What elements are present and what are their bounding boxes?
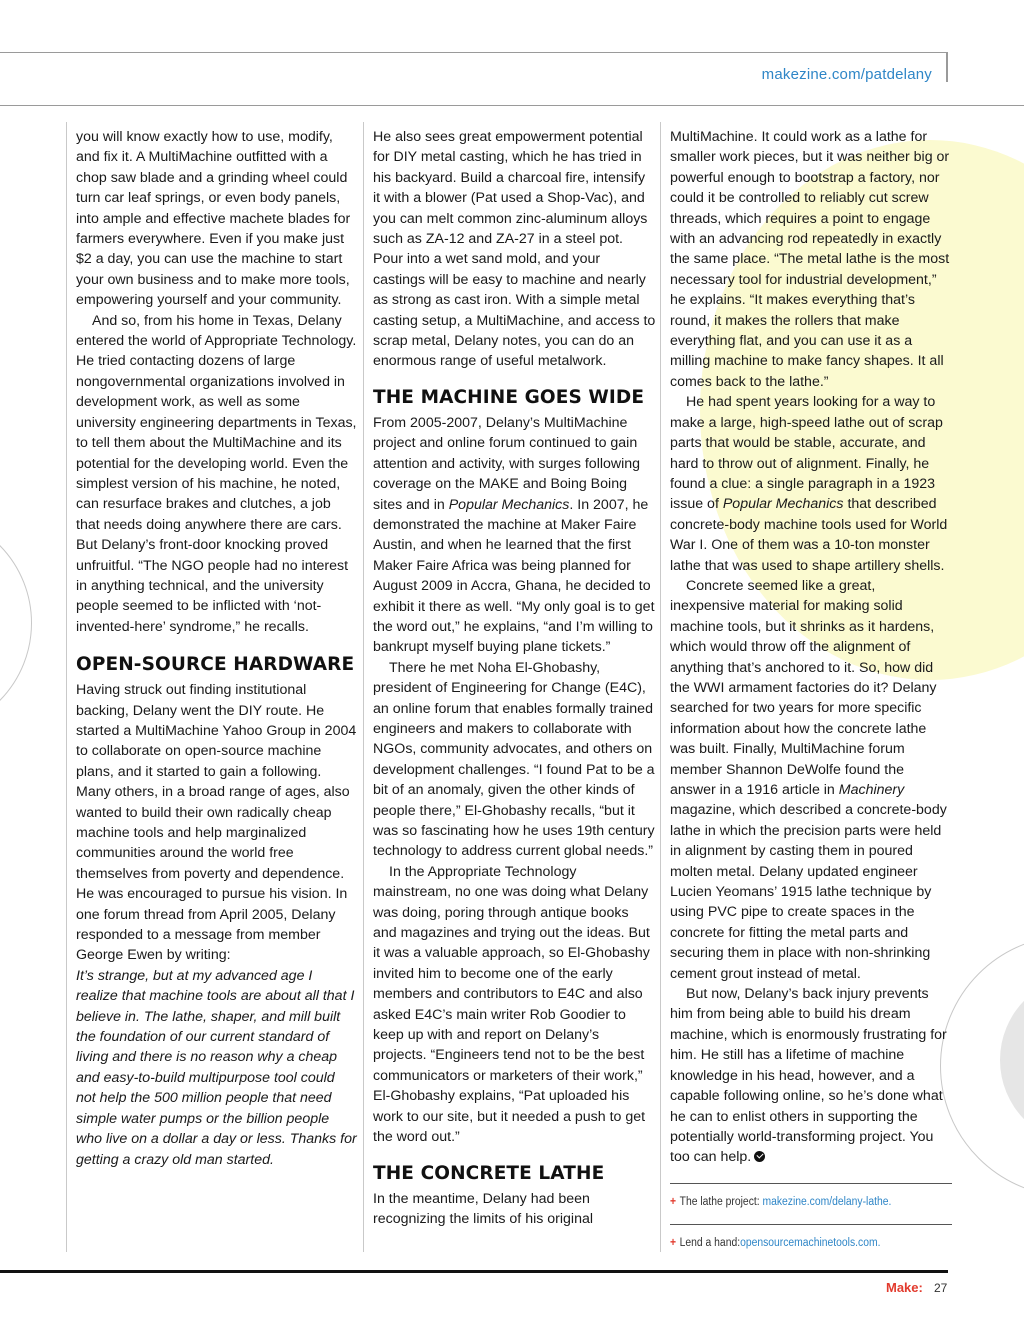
column-divider <box>363 122 364 1252</box>
paragraph: In the Appropriate Technology mainstream, no one was doing what Delany was doing, poring through antique books and magazines and trying out the ideas. But it was a valuable approach, so El-Ghobashy invited him to become one of the early members and contributors to E4C and also asked E4C’s main writer Rob Goodier to keep up with and report on Delany’s projects. “Engineers tend not to be the best communicators or marketers of their work,” El-Ghobashy explains, “Pat uploaded his work to our site, but it needed a push to get the word out.” <box>373 863 650 1146</box>
header-rule-top <box>0 52 948 53</box>
opensource-machinetools-link[interactable]: opensourcemachinetools.com. <box>740 1237 881 1250</box>
paragraph <box>373 413 656 658</box>
lathe-project-link[interactable]: makezine.com/delany-lathe. <box>762 1195 892 1208</box>
text-run: But now, Delany’s back injury prevents him from being able to build his dream machine, which is enormously frustrating for him. He still has a lifetime of machine knowledge in his head, however, and a capable following online, so he’s done what he can to enlist others in supporting the potentially world-transforming project. You too can help. <box>670 986 947 1166</box>
article-column-1 <box>76 127 358 1170</box>
ring-decoration-left <box>0 512 32 734</box>
paragraph: MultiMachine. It could work as a lathe for smaller work pieces, but it was neither big or powerful enough to bootstrap a factory, nor could it be controlled to reliably cut screw threads, which requires a point to engage with an advancing rod repeatedly in exactly the same place. “The metal lathe is the most necessary tool for industrial development,” he explains. “It makes everything that’s round, it makes the rollers that make everything flat, and you can use it as a milling machine to make fancy shapes. It all comes back to the lathe.” <box>670 129 950 390</box>
ring-decoration-right <box>940 935 1024 1197</box>
paragraph: There he met Noha El-Ghobashy, president of Engineering for Change (E4C), an online forum that enables formally trained engineers and makers to collaborate with NGOs, community advocates, and others on development challenges. “I found Pat to be a bit of an anomaly, given the other kinds of people there,” El-Ghobashy recalls, “but it was so fascinating how he uses 19th century technology to address current global needs.” <box>373 659 655 860</box>
lend-a-hand-link-row <box>670 1233 924 1253</box>
paragraph: In the meantime, Delany had been recognizing the limits of his original <box>373 1190 594 1227</box>
paragraph <box>670 392 952 576</box>
section-heading-open-source: OPEN-SOURCE HARDWARE <box>76 654 355 676</box>
article-column-3 <box>670 127 952 1266</box>
text-run: He had spent years looking for a way to make a large, high-speed lathe out of scrap parts that would be stable, accurate, and hard to throw out of alignment. Finally, he found a clue: a single paragraph in a 1923 issue of <box>670 394 943 513</box>
header-url-link[interactable]: makezine.com/patdelany <box>761 66 932 83</box>
publication-title: Machinery <box>838 782 905 798</box>
column-divider <box>66 122 67 1252</box>
paragraph: Having struck out finding institutional backing, Delany went the DIY route. He started a MultiMachine Yahoo Group in 2004 to collaborate on open-source machine plans, and it started to gain a following. Many others, in a broad range of ages, also wanted to build their own radically cheap machine tools and help marginalized communities around the world free themselves from poverty and dependence. He was encouraged to pursue his vision. In one forum thread from April 2005, Delany responded to a message from member George Ewen by writing: <box>76 682 357 964</box>
link-label: The lathe project: <box>679 1195 763 1208</box>
header-rule-tick <box>946 52 948 82</box>
article-column-2 <box>373 127 656 1229</box>
link-rule <box>670 1183 952 1184</box>
paragraph: you will know exactly how to use, modify, and fix it. A MultiMachine outfitted with a chop saw blade and a grinding wheel could turn car leaf springs, or even body panels, into ample and effective machete blades for farmers everywhere. Even if you make just $2 a day, you can use the machine to start your own business and to make more tools, empowering yourself and your community. <box>76 129 351 309</box>
section-heading-machine-goes-wide: THE MACHINE GOES WIDE <box>373 386 645 408</box>
paragraph <box>670 576 952 984</box>
text-run: Concrete seemed like a great, inexpensive material for making solid machine tools, but it shrinks as it hardens, which would throw off the alignment of anything that’s anchored to it. So, how did the WWI armament factories do it? Delany searched for two years for more specific information about how the concrete lathe was built. Finally, MultiMachine forum member Shannon DeWolfe found the answer in a 1916 article in <box>670 577 937 798</box>
text-run: . In 2007, he demonstrated the machine at Maker Faire Austin, and when he learned that the first Maker Faire Africa was being planned for August 2009 in Accra, Ghana, he decided to exhibit it there as well. “My only goal is to get the word out,” he explains, “and I’m willing to bankrupt myself buying plane tickets.” <box>373 496 655 656</box>
pull-quote: It’s strange, but at my advanced age I realize that machine tools are about all that I believe in. The lathe, shaper, and mill built the foundation of our current standard of living and there is no reason why a cheap and easy-to-build multipurpose tool could not help the 500 million people that need simple water pumps or the billion people who live on a dollar a day or less. Thanks for getting a crazy old man started. <box>76 967 357 1168</box>
text-run: that described concrete-body machine tools used for World War I. One of them was a 10-ton monster lathe that was used to shape artillery shells. <box>670 496 948 574</box>
footer-rule <box>0 1270 948 1273</box>
column-divider <box>660 122 661 1252</box>
link-rule <box>670 1224 952 1225</box>
publication-title: Popular Mechanics <box>722 496 844 513</box>
plus-icon: + <box>670 1237 677 1250</box>
end-mark-icon <box>754 1151 765 1162</box>
text-run: magazine, which described a concrete-body lathe in which the precision parts were held in alignment by casting them in poured molten metal. Delany updated engineer Lucien Yeomans’ 1915 lathe technique by using PVC pipe to create spaces in the concrete for fitting the metal parts and securing them in place with non-shrinking cement grout instead of metal. <box>670 802 947 982</box>
make-logo: Make: <box>886 1280 923 1295</box>
paragraph <box>670 984 952 1168</box>
section-heading-concrete-lathe: THE CONCRETE LATHE <box>373 1162 605 1184</box>
header-rule-bottom <box>0 105 1024 106</box>
paragraph: And so, from his home in Texas, Delany entered the world of Appropriate Technology. He tried contacting dozens of large nongovernmental organizations involved in development work, as well as some university engineering departments in Texas, to tell them about the MultiMachine and its potential for the developing world. Even the simplest version of his machine, he noted, can resurface brakes and clutches, a job that needs doing anywhere there are cars. But Delany’s front-door knocking proved unfruitful. “The NGO people had no interest in anything technical, and the university people seemed to be inflicted with ‘not-invented-here’ syndrome,” he recalls. <box>76 312 357 635</box>
lathe-project-link-row <box>670 1192 924 1212</box>
plus-icon: + <box>670 1195 677 1208</box>
page-number: 27 <box>934 1281 948 1295</box>
publication-title: Popular Mechanics <box>448 496 570 513</box>
text-run: From 2005-2007, Delany’s MultiMachine project and online forum continued to gain attention and activity, with surges following coverage on the MAKE and Boing Boing sites and in <box>373 414 641 513</box>
paragraph: He also sees great empowerment potential for DIY metal casting, which he has tried in his backyard. Build a charcoal fire, intensify it with a blower (Pat used a Shop-Vac), and you can melt common zinc-aluminum alloys such as ZA-12 and ZA-27 in a steel pot. Pour into a wet sand mold, and your castings will be easy to machine and nearly as strong as cast iron. With a simple metal casting setup, a MultiMachine, and access to scrap metal, Delany notes, you can do an enormous range of useful metalwork. <box>373 129 656 370</box>
link-label: Lend a hand: <box>679 1237 741 1250</box>
